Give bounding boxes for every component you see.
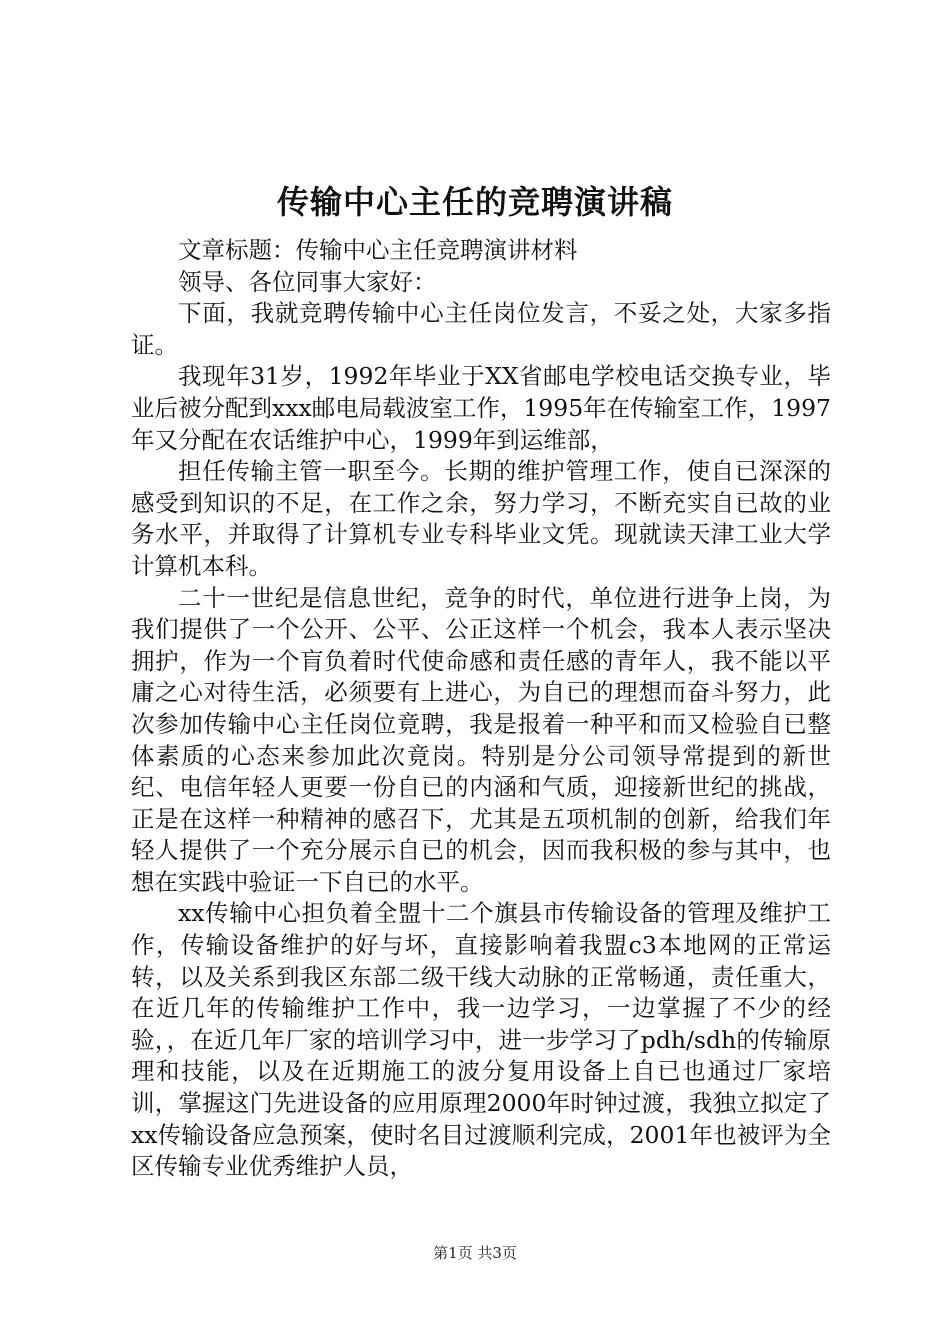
- page-number-footer: 第1页 共3页: [433, 1244, 517, 1262]
- paragraph-article-title: 文章标题：传输中心主任竞聘演讲材料: [178, 236, 578, 264]
- paragraph-experience: xx传输中心担负着全盟十二个旗县市传输设备的管理及维护工作，传输设备维护的好与坏，直接影响着我盟c3本地网的正常运转，以及关系到我区东部二级干线大动脉的正常畅通，责任重大，在近几年的传输维护工作中，我一边学习，一边掌握了不少的经验，，在近几年厂家的培训学习中，进一步学习了pdh/sdh的传输原理和技能，以及在近期施工的波分复用设备上自已也通过厂家培训，掌握这门先进设备的应用原理2000年时钟过渡，我独立拟定了xx传输设备应急预案，使时名目过渡顺利完成，2001年也被评为全区传输专业优秀维护人员，: [131, 899, 831, 1181]
- paragraph-background: 我现年31岁，1992年毕业于XX省邮电学校电话交换专业，毕业后被分配到xxx邮电局载波室工作，1995年在传输室工作，1997年又分配在农话维护中心，1999年到运维部，: [131, 362, 831, 454]
- document-body: [131, 235, 831, 1183]
- paragraph-current-role: 担任传输主管一职至今。长期的维护管理工作，使自已深深的感受到知识的不足，在工作之余，努力学习，不断充实自已故的业务水平，并取得了计算机专业专科毕业文凭。现就读天津工业大学计算机本科。: [131, 457, 831, 580]
- paragraph-intro: 下面，我就竞聘传输中心主任岗位发言，不妥之处，大家多指证。: [131, 299, 831, 359]
- document-title: 传输中心主任的竞聘演讲稿: [276, 183, 673, 221]
- paragraph-motivation: 二十一世纪是信息世纪，竞争的时代，单位进行进争上岗，为我们提供了一个公开、公平、公正这样一个机会，我本人表示坚决拥护，作为一个肓负着时代使命感和责任感的青年人，我不能以平庸之心对待生活，必须要有上进心，为自已的理想而奋斗努力，此次参加传输中心主任岗位竟聘，我是报着一种平和而又检验自已整体素质的心态来参加此次竟岗。特别是分公司领导常提到的新世纪、电信年轻人更要一份自已的内涵和气质，迎接新世纪的挑战，正是在这样一种精神的感召下，尤其是五项机制的创新，给我们年轻人提供了一个充分展示自已的机会，因而我积极的参与其中，也想在实践中验证一下自已的水平。: [131, 583, 831, 896]
- paragraph-greeting: 领导、各位同事大家好：: [178, 267, 437, 296]
